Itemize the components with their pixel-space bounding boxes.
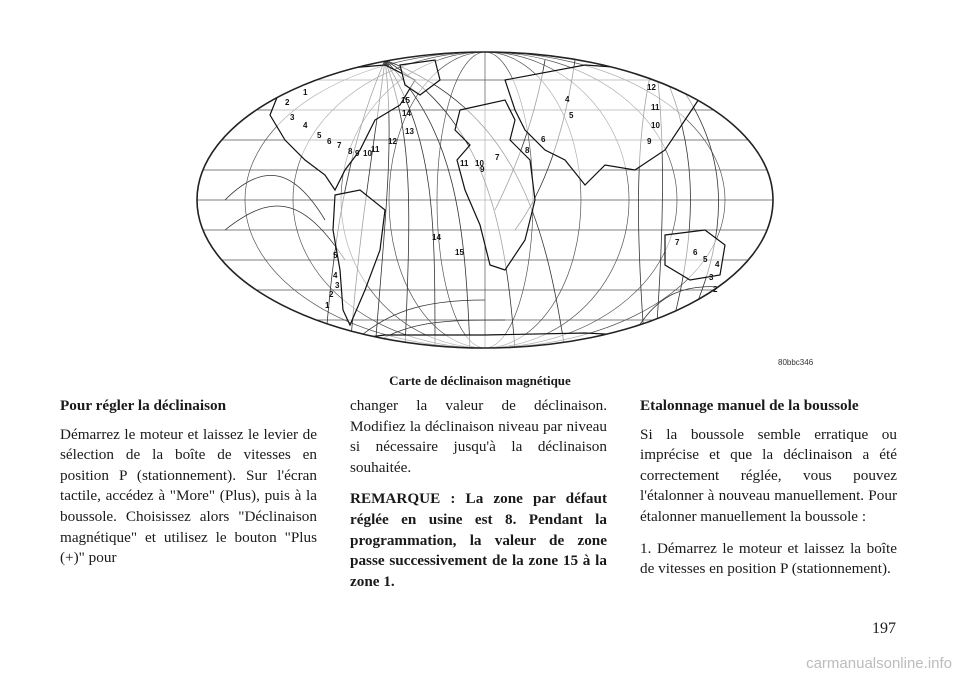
middle-column bbox=[350, 396, 607, 603]
zone-label: 9 bbox=[355, 149, 360, 158]
section-heading: Etalonnage manuel de la boussole bbox=[640, 397, 859, 414]
step-paragraph: 1. Démarrez le moteur et laissez la boîte de vitesses en position P (stationnement). bbox=[640, 539, 897, 578]
north-america bbox=[270, 65, 415, 190]
zone-label: 5 bbox=[317, 131, 322, 140]
zone-label: 8 bbox=[348, 147, 353, 156]
zone-label: 4 bbox=[565, 95, 570, 104]
zone-label: 4 bbox=[715, 260, 720, 269]
left-column bbox=[60, 396, 317, 580]
magnetic-declination-map bbox=[185, 50, 785, 370]
page-number: 197 bbox=[872, 620, 896, 637]
zone-label: 6 bbox=[693, 248, 698, 257]
zone-label: 14 bbox=[402, 109, 411, 118]
body-paragraph: Démarrez le moteur et laissez le levier de sélection de la boîte de vitesses en position P (stationnement). Sur l'écran tactile, accédez à "More" (Plus), puis à la boussole. Choisissez alors "Déclinaison magnétique" et utilisez le bouton "Plus (+)" pour bbox=[60, 425, 317, 567]
zone-label: 4 bbox=[303, 121, 308, 130]
zone-label: 2 bbox=[329, 290, 334, 299]
zone-label: 4 bbox=[333, 271, 338, 280]
body-paragraph: changer la valeur de déclinaison. Modifiez la déclinaison niveau par niveau si nécessaire jusqu'à la déclinaison souhaitée. bbox=[350, 397, 607, 476]
note-paragraph: REMARQUE : La zone par défaut réglée en usine est 8. Pendant la programmation, la valeur de zone passe successivement de la zone 15 à la zone 1. bbox=[350, 490, 607, 590]
zone-label: 7 bbox=[495, 153, 500, 162]
zone-label: 14 bbox=[432, 233, 441, 242]
zone-label: 9 bbox=[647, 137, 652, 146]
right-column bbox=[640, 396, 897, 591]
south-america bbox=[333, 190, 385, 325]
zone-label: 1 bbox=[325, 301, 330, 310]
zone-label: 13 bbox=[405, 127, 414, 136]
zone-label: 11 bbox=[371, 145, 380, 154]
zone-label: 5 bbox=[569, 111, 574, 120]
zone-label: 10 bbox=[475, 159, 484, 168]
figure-code: 80bbc346 bbox=[778, 358, 814, 367]
zone-label: 15 bbox=[401, 96, 410, 105]
zone-label: 5 bbox=[333, 251, 338, 260]
zone-label: 10 bbox=[363, 149, 372, 158]
zone-label: 5 bbox=[703, 255, 708, 264]
section-heading: Pour régler la déclinaison bbox=[60, 397, 227, 414]
zone-label: 7 bbox=[675, 238, 680, 247]
zone-label: 7 bbox=[337, 141, 342, 150]
zone-label: 9 bbox=[480, 165, 485, 174]
zone-label: 12 bbox=[388, 137, 397, 146]
zone-label: 2 bbox=[285, 98, 290, 107]
zone-label: 3 bbox=[335, 281, 340, 290]
zone-label: 8 bbox=[525, 146, 530, 155]
zone-label: 1 bbox=[303, 88, 308, 97]
zone-label: 10 bbox=[651, 121, 660, 130]
zone-label: 12 bbox=[647, 83, 656, 92]
zone-label: 3 bbox=[709, 273, 714, 282]
zone-label: 11 bbox=[651, 103, 660, 112]
zone-label: 15 bbox=[455, 248, 464, 257]
watermark: carmanualsonline.info bbox=[806, 655, 952, 672]
zone-label: 11 bbox=[460, 159, 469, 168]
zone-label: 2 bbox=[713, 285, 718, 294]
body-paragraph: Si la boussole semble erratique ou imprécise et que la déclinaison a été correctement réglée, vous pouvez l'étalonner à nouveau manuellement. Pour étalonner manuellement la boussole : bbox=[640, 425, 897, 525]
map-continents bbox=[270, 60, 745, 355]
zone-label: 6 bbox=[327, 137, 332, 146]
zone-label: 6 bbox=[541, 135, 546, 144]
figure-caption: Carte de déclinaison magnétique bbox=[389, 373, 571, 388]
asia bbox=[505, 65, 705, 185]
zone-label: 3 bbox=[290, 113, 295, 122]
